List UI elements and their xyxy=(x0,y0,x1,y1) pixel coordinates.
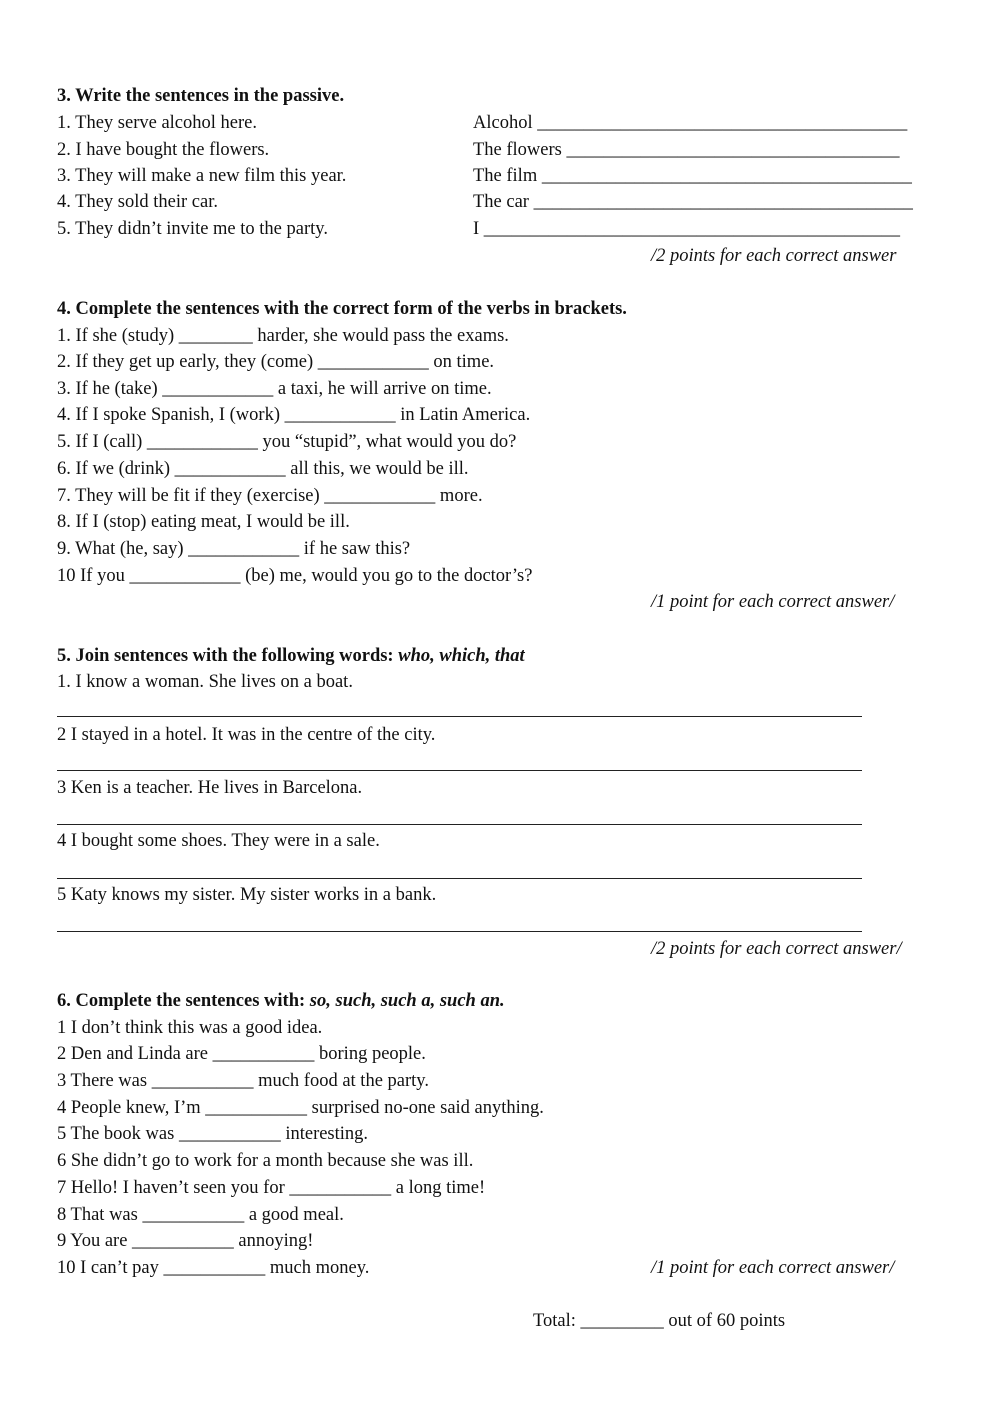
s3-question-2: 2. I have bought the flowers. xyxy=(57,140,270,160)
s3-question-5: 5. They didn’t invite me to the party. xyxy=(57,219,328,239)
s4-item-3: 3. If he (take) ____________ a taxi, he will arrive on time. xyxy=(57,379,492,399)
s4-item-8: 8. If I (stop) eating meat, I would be ill. xyxy=(57,512,350,532)
s5-answer-line-3[interactable] xyxy=(57,824,862,825)
section-4-title: 4. Complete the sentences with the correct form of the verbs in brackets. xyxy=(57,299,627,319)
s6-title-words: so, such, such a, such an. xyxy=(309,991,505,1011)
s4-item-9: 9. What (he, say) ____________ if he saw this? xyxy=(57,539,411,559)
s6-item-7: 7 Hello! I haven’t seen you for ___________ a long time! xyxy=(57,1178,486,1198)
s4-item-7: 7. They will be fit if they (exercise) ____________ more. xyxy=(57,486,483,506)
section-6-title xyxy=(57,990,505,1012)
s5-title-text: 5. Join sentences with the following words: xyxy=(57,646,399,666)
section-5-title xyxy=(57,645,525,667)
s6-points: /1 point for each correct answer/ xyxy=(651,1258,895,1278)
s4-item-4: 4. If I spoke Spanish, I (work) ____________ in Latin America. xyxy=(57,405,531,425)
s4-item-1: 1. If she (study) ________ harder, she would pass the exams. xyxy=(57,326,509,346)
s3-answer-2[interactable]: The flowers ____________________________________ xyxy=(473,140,900,160)
s6-item-10: 10 I can’t pay ___________ much money. xyxy=(57,1258,370,1278)
s4-points: /1 point for each correct answer/ xyxy=(651,592,895,612)
s3-answer-4[interactable]: The car _________________________________________ xyxy=(473,192,913,212)
s3-question-3: 3. They will make a new film this year. xyxy=(57,166,347,186)
s5-points: /2 points for each correct answer/ xyxy=(651,939,902,959)
s3-answer-5[interactable]: I _____________________________________________ xyxy=(473,219,901,239)
s5-title-words: who, which, that xyxy=(398,646,525,666)
s6-item-2: 2 Den and Linda are ___________ boring people. xyxy=(57,1044,426,1064)
s4-item-5: 5. If I (call) ____________ you “stupid”, what would you do? xyxy=(57,432,517,452)
s5-item-1: 1. I know a woman. She lives on a boat. xyxy=(57,672,353,692)
s6-title-text: 6. Complete the sentences with: xyxy=(57,991,310,1011)
total-score: Total: _________ out of 60 points xyxy=(533,1311,786,1331)
s3-question-4: 4. They sold their car. xyxy=(57,192,218,212)
s6-item-6: 6 She didn’t go to work for a month because she was ill. xyxy=(57,1151,474,1171)
s4-item-6: 6. If we (drink) ____________ all this, we would be ill. xyxy=(57,459,469,479)
s3-answer-1[interactable]: Alcohol ________________________________________ xyxy=(473,113,908,133)
s6-item-3: 3 There was ___________ much food at the party. xyxy=(57,1071,429,1091)
s5-answer-line-1[interactable] xyxy=(57,716,862,717)
s6-item-9: 9 You are ___________ annoying! xyxy=(57,1231,314,1251)
s3-question-1: 1. They serve alcohol here. xyxy=(57,113,257,133)
s5-item-4: 4 I bought some shoes. They were in a sale. xyxy=(57,831,380,851)
s4-item-2: 2. If they get up early, they (come) ____________ on time. xyxy=(57,352,495,372)
s5-item-3: 3 Ken is a teacher. He lives in Barcelona. xyxy=(57,778,363,798)
section-3-title: 3. Write the sentences in the passive. xyxy=(57,86,345,106)
s6-item-5: 5 The book was ___________ interesting. xyxy=(57,1124,369,1144)
s5-item-2: 2 I stayed in a hotel. It was in the centre of the city. xyxy=(57,725,436,745)
s3-points: /2 points for each correct answer xyxy=(651,246,897,266)
s5-answer-line-5[interactable] xyxy=(57,931,862,932)
s6-item-8: 8 That was ___________ a good meal. xyxy=(57,1205,344,1225)
s6-item-1: 1 I don’t think this was a good idea. xyxy=(57,1018,323,1038)
s6-item-4: 4 People knew, I’m ___________ surprised no-one said anything. xyxy=(57,1098,544,1118)
s4-item-10: 10 If you ____________ (be) me, would you go to the doctor’s? xyxy=(57,566,533,586)
s3-answer-3[interactable]: The film ________________________________________ xyxy=(473,166,912,186)
s5-answer-line-2[interactable] xyxy=(57,770,862,771)
s5-item-5: 5 Katy knows my sister. My sister works in a bank. xyxy=(57,885,437,905)
s5-answer-line-4[interactable] xyxy=(57,878,862,879)
